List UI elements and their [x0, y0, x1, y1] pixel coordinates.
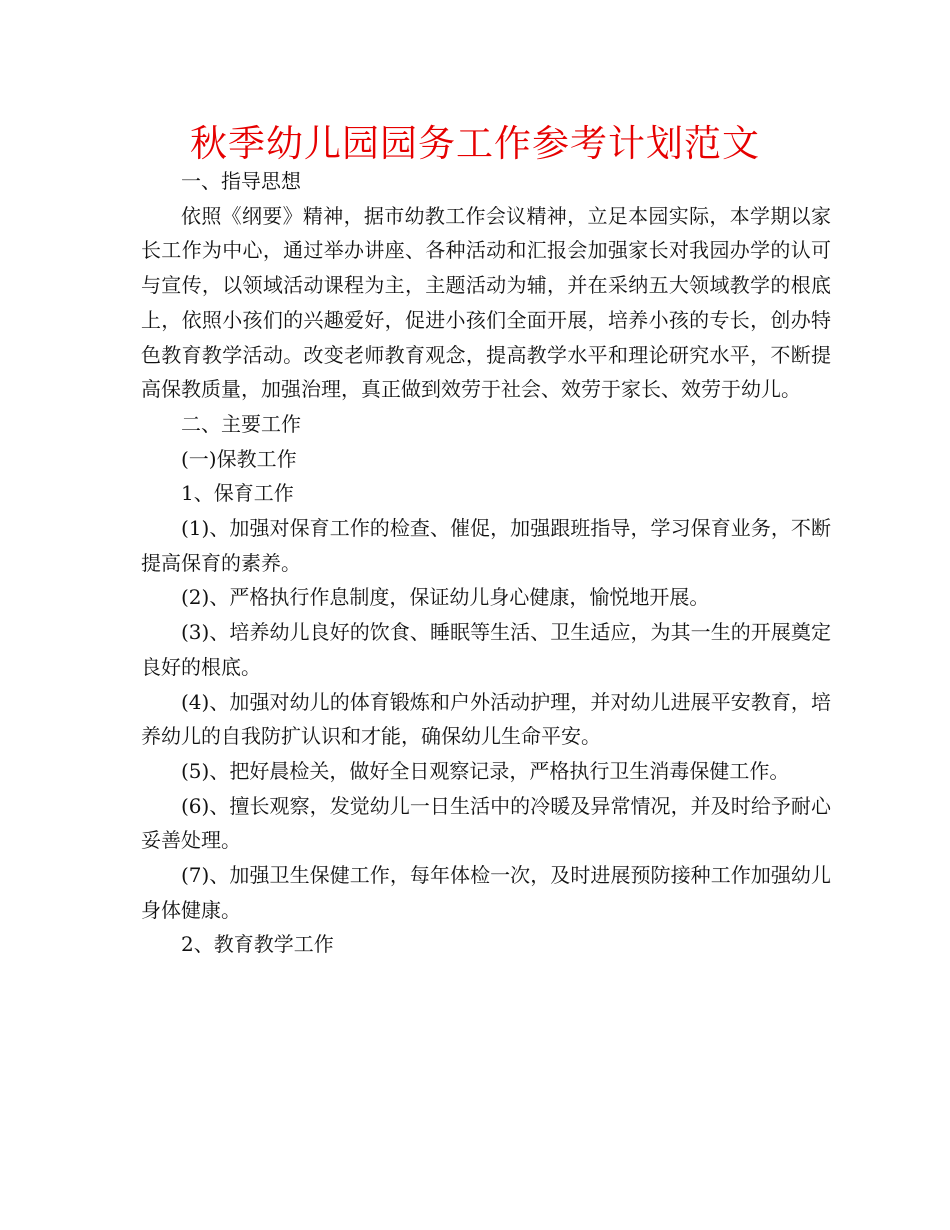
- subsection-heading-teaching: 2、教育教学工作: [181, 932, 334, 957]
- subsection-heading-care-education: (一)保教工作: [181, 446, 297, 471]
- paragraph-guiding-thought: 依照《纲要》精神，据市幼教工作会议精神，立足本园实际，本学期以家长工作为中心，通过举办讲座、各种活动和汇报会加强家长对我园办学的认可与宣传，以领域活动课程为主，主题活动为辅，并在采纳五大领域教学的根底上，依照小孩们的兴趣爱好，促进小孩们全面开展，培养小孩的专长，创办特色教育教学活动。改变老师教育观念，提高教学水平和理论研究水平，不断提高保教质量，加强治理，真正做到效劳于社会、效劳于家长、效劳于幼儿。: [141, 203, 831, 402]
- subsection-heading-childcare: 1、保育工作: [181, 481, 294, 506]
- list-item: (4)、加强对幼儿的体育锻炼和户外活动护理，并对幼儿进展平安教育，培养幼儿的自我防扩认识和才能，确保幼儿生命平安。: [141, 689, 831, 749]
- document-body: [141, 164, 831, 962]
- section-heading-guiding-thought: 一、指导思想: [181, 169, 301, 193]
- list-item: (7)、加强卫生保健工作，每年体检一次，及时进展预防接种工作加强幼儿身体健康。: [141, 863, 831, 922]
- list-item: (1)、加强对保育工作的检查、催促，加强跟班指导，学习保育业务，不断提高保育的素养。: [141, 516, 831, 575]
- list-item: (5)、把好晨检关，做好全日观察记录，严格执行卫生消毒保健工作。: [181, 758, 790, 783]
- section-heading-main-work: 二、主要工作: [181, 411, 301, 436]
- list-item: (2)、严格执行作息制度，保证幼儿身心健康，愉悦地开展。: [181, 585, 710, 610]
- list-item: (3)、培养幼儿良好的饮食、睡眠等生活、卫生适应，为其一生的开展奠定良好的根底。: [141, 620, 831, 679]
- list-item: (6)、擅长观察，发觉幼儿一日生活中的冷暖及异常情况，并及时给予耐心妥善处理。: [141, 793, 831, 853]
- document-title: 秋季幼儿园园务工作参考计划范文: [190, 122, 760, 165]
